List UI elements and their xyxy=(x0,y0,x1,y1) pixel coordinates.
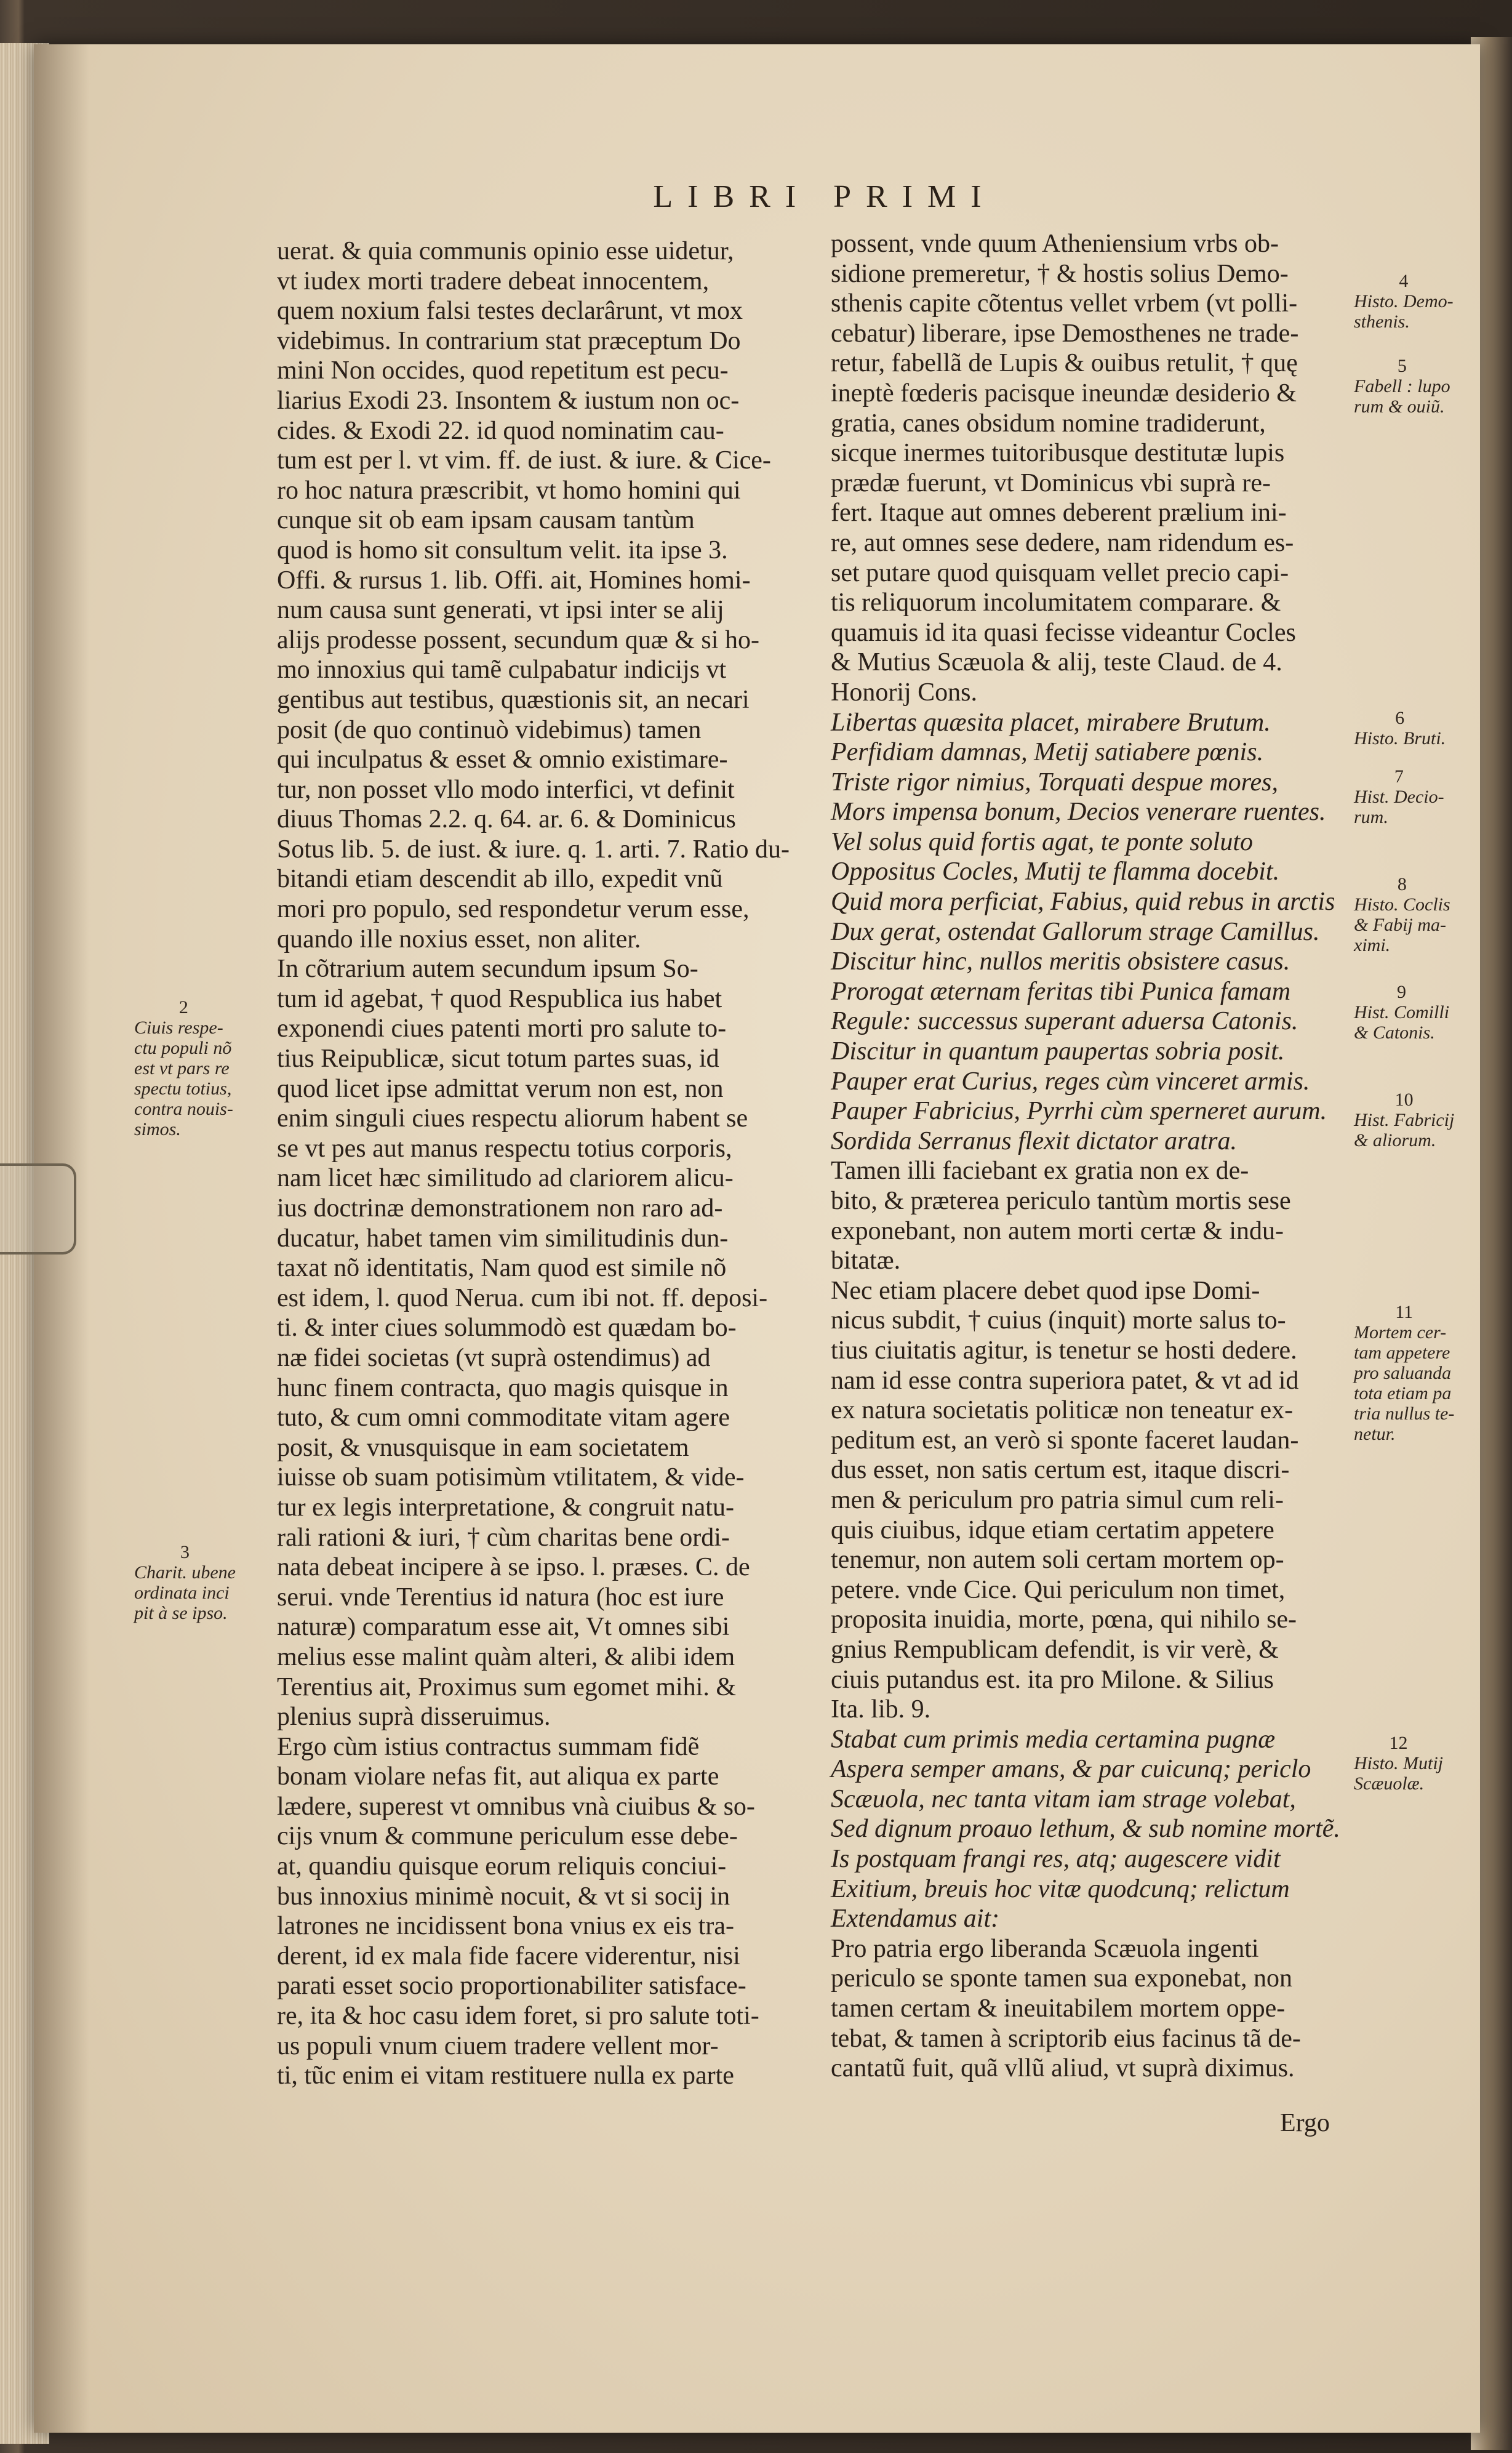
text-line: Honorij Cons. xyxy=(831,678,978,707)
margin-note-line: contra nouis- xyxy=(134,1099,233,1119)
text-line: ineptè fœderis pacisque ineundæ desiderio & xyxy=(831,379,1297,407)
text-line: Nec etiam placere debet quod ipse Domi- xyxy=(831,1276,1260,1305)
margin-note-line: Histo. Demo- xyxy=(1354,291,1454,311)
margin-note-number: 2 xyxy=(178,997,188,1018)
margin-note-number: 3 xyxy=(180,1542,190,1562)
margin-note-5 xyxy=(1354,356,1450,417)
text-line: set putare quod quisquam vellet precio capi- xyxy=(831,558,1289,587)
margin-note-line: Charit. ubene xyxy=(134,1562,236,1583)
text-line: tebat, & tamen à scriptorib eius facinus tã de- xyxy=(831,2024,1301,2053)
margin-note-line: rum & ouiũ. xyxy=(1354,396,1445,417)
margin-note-line: rum. xyxy=(1354,807,1388,827)
text-line: lædere, superest vt omnibus vnà ciuibus & so- xyxy=(277,1792,755,1821)
text-line: Tamen illi faciebant ex gratia non ex de- xyxy=(831,1157,1249,1186)
text-line: mo innoxius qui tamẽ culpabatur indicijs vt xyxy=(277,656,727,685)
text-line: ro hoc natura præscribit, vt homo homini qui xyxy=(277,476,741,505)
text-line: nicus subdit, † cuius (inquit) morte salus to- xyxy=(831,1306,1286,1335)
right-text-column xyxy=(831,229,1354,2084)
margin-note-number: 12 xyxy=(1389,1733,1408,1753)
margin-note-number: 4 xyxy=(1399,271,1409,291)
text-line: diuus Thomas 2.2. q. 64. ar. 6. & Dominicus xyxy=(277,805,736,834)
text-line: sicque inermes tuitoribusque destitutæ lupis xyxy=(831,439,1285,468)
bookmark-clip xyxy=(0,1163,76,1255)
text-line: retur, fabellã de Lupis & ouibus retulit, † quę xyxy=(831,349,1298,378)
margin-note-line: Histo. Bruti. xyxy=(1354,728,1446,749)
margin-note-line: spectu totius, xyxy=(134,1078,232,1099)
text-line: posit, & vnusquisque in eam societatem xyxy=(277,1433,689,1462)
verse-line: Pauper erat Curius, reges cùm vinceret armis. xyxy=(831,1067,1310,1096)
text-line: melius esse malint quàm alteri, & alibi idem xyxy=(277,1642,735,1671)
margin-note-line: pit à se ipso. xyxy=(134,1603,228,1623)
text-line: tenemur, non autem soli certam mortem op- xyxy=(831,1546,1284,1575)
verse-line: Quid mora perficiat, Fabius, quid rebus in arctis xyxy=(831,888,1335,917)
margin-note-number: 7 xyxy=(1394,766,1404,787)
text-line: videbimus. In contrarium stat præceptum Do xyxy=(277,326,741,355)
verse-line: Vel solus quid fortis agat, te ponte soluto xyxy=(831,827,1254,856)
verse-line: Regule: successus superant aduersa Catonis. xyxy=(831,1007,1298,1036)
text-line: mori pro populo, sed respondetur verum esse, xyxy=(277,895,750,924)
verse-line: Mors impensa bonum, Decios venerare ruentes. xyxy=(831,798,1326,827)
text-line: dus esset, non satis certum est, itaque discri- xyxy=(831,1456,1290,1485)
margin-note-line: Histo. Coclis xyxy=(1354,894,1450,915)
margin-note-line: & Catonis. xyxy=(1354,1022,1435,1043)
margin-note-2 xyxy=(134,997,233,1139)
margin-note-line: tam appetere xyxy=(1354,1343,1450,1363)
text-line: sidione premeretur, † & hostis solius Demo- xyxy=(831,259,1289,288)
text-line: tius ciuitatis agitur, is tenetur se hosti dedere. xyxy=(831,1336,1297,1365)
text-line: nata debeat incipere à se ipso. l. præses. C. de xyxy=(277,1553,750,1582)
text-line: num causa sunt generati, vt ipsi inter se alij xyxy=(277,596,724,625)
text-line: alijs prodesse possent, secundum quæ & si ho- xyxy=(277,625,759,654)
margin-note-number: 11 xyxy=(1395,1302,1414,1322)
verse-line: Exitium, breuis hoc vitæ quodcunq; relictum xyxy=(831,1874,1290,1903)
text-line: parati esset socio proportionabiliter satisface- xyxy=(277,1972,746,2001)
text-line: sthenis capite cõtentus vellet vrbem (vt polli- xyxy=(831,289,1298,318)
text-line: latrones ne incidissent bona vnius ex eis tra- xyxy=(277,1912,734,1941)
text-line: se vt pes aut manus respectu totius corporis, xyxy=(277,1134,732,1163)
text-line: bitatæ. xyxy=(831,1247,901,1275)
text-line: ex natura societatis politicæ non teneatur ex- xyxy=(831,1396,1294,1425)
margin-note-line: ctu populi nõ xyxy=(134,1038,232,1058)
verse-line: Prorogat æternam feritas tibi Punica famam xyxy=(831,977,1291,1006)
text-line: quis ciuibus, idque etiam certatim appetere xyxy=(831,1516,1274,1544)
text-line: plenius suprà disseruimus. xyxy=(277,1703,551,1732)
verse-line: Dux gerat, ostendat Gallorum strage Camillus. xyxy=(831,917,1320,946)
text-line: nam id esse contra superiora patet, & vt ad id xyxy=(831,1366,1299,1395)
text-line: naturæ) comparatum esse ait, Vt omnes sibi xyxy=(277,1613,730,1642)
text-line: ciuis putandus est. ita pro Milone. & Silius xyxy=(831,1665,1274,1694)
text-line: tamen certam & ineuitabilem mortem oppe- xyxy=(831,1994,1286,2023)
margin-note-line: Mortem cer- xyxy=(1354,1322,1447,1343)
text-line: tur, non posset vllo modo interfici, vt definit xyxy=(277,775,735,804)
margin-note-line: Histo. Mutij xyxy=(1354,1753,1444,1773)
text-line: quod is homo sit consultum velit. ita ipse 3. xyxy=(277,536,728,564)
verse-line: Extendamus ait: xyxy=(831,1905,1000,1933)
verse-line: Sordida Serranus flexit dictator aratra. xyxy=(831,1126,1237,1155)
text-line: prædæ fuerunt, vt Dominicus vbi suprà re- xyxy=(831,468,1271,497)
margin-note-number: 5 xyxy=(1397,356,1407,376)
text-line: peditum est, an verò si sponte faceret laudan- xyxy=(831,1426,1299,1455)
margin-note-line: & aliorum. xyxy=(1354,1130,1436,1150)
text-line: cunque sit ob eam ipsam causam tantùm xyxy=(277,506,695,535)
text-line: bonam violare nefas fit, aut aliqua ex parte xyxy=(277,1762,719,1791)
margin-note-12 xyxy=(1354,1733,1443,1794)
margin-note-6 xyxy=(1354,708,1446,749)
verse-line: Sed dignum proauo lethum, & sub nomine mortẽ. xyxy=(831,1815,1340,1844)
text-line: hunc finem contracta, quo magis quisque in xyxy=(277,1373,729,1402)
text-line: cijs vnum & commune periculum esse debe- xyxy=(277,1822,738,1851)
text-line: & Mutius Scæuola & alij, teste Claud. de 4. xyxy=(831,648,1282,677)
margin-note-number: 10 xyxy=(1394,1090,1414,1110)
text-line: ius doctrinæ demonstrationem non raro ad- xyxy=(277,1194,723,1222)
text-line: at, quandiu quisque eorum reliquis conciui- xyxy=(277,1852,727,1881)
text-line: mini Non occides, quod repetitum est pecu- xyxy=(277,356,729,385)
margin-note-line: ordinata inci xyxy=(134,1583,230,1603)
text-line: possent, vnde quum Atheniensium vrbs ob- xyxy=(831,230,1279,258)
text-line: posit (de quo continuò videbimus) tamen xyxy=(277,715,702,744)
text-line: tuto, & cum omni commoditate vitam agere xyxy=(277,1403,730,1432)
verse-line: Triste rigor nimius, Torquati despue mores, xyxy=(831,768,1278,797)
text-line: cides. & Exodi 22. id quod nominatim cau- xyxy=(277,416,724,445)
verse-line: Pauper Fabricius, Pyrrhi cùm sperneret aurum. xyxy=(831,1097,1327,1126)
margin-note-line: & Fabij ma- xyxy=(1354,915,1446,935)
text-line: Terentius ait, Proximus sum egomet mihi. & xyxy=(277,1672,736,1701)
margin-note-10 xyxy=(1354,1090,1454,1150)
verse-line: Discitur hinc, nullos meritis obsistere casus. xyxy=(831,947,1290,976)
margin-note-number: 9 xyxy=(1397,982,1407,1002)
text-line: bus innoxius minimè nocuit, & vt si socij in xyxy=(277,1882,730,1911)
text-line: bito, & præterea periculo tantùm mortis sese xyxy=(831,1187,1291,1215)
text-line: tum id agebat, † quod Respublica ius habet xyxy=(277,984,722,1013)
margin-note-3 xyxy=(134,1542,236,1623)
margin-note-4 xyxy=(1354,271,1454,332)
text-line: næ fidei societas (vt suprà ostendimus) ad xyxy=(277,1343,711,1372)
margin-note-7 xyxy=(1354,766,1444,827)
verse-line: Scæuola, nec tanta vitam iam strage volebat, xyxy=(831,1785,1296,1813)
running-header: LIBRI PRIMI xyxy=(653,179,996,214)
verse-line: Stabat cum primis media certamina pugnæ xyxy=(831,1725,1276,1754)
text-line: ti. & inter ciues solummodò est quædam bo- xyxy=(277,1314,737,1343)
text-line: taxat nõ identitatis, Nam quod est simile nõ xyxy=(277,1254,727,1283)
text-line: derent, id ex mala fide facere viderentur, nisi xyxy=(277,1941,740,1970)
text-line: re, ita & hoc casu idem foret, si pro salute toti- xyxy=(277,2002,759,2031)
margin-note-line: simos. xyxy=(134,1119,181,1139)
margin-note-line: Hist. Fabricij xyxy=(1354,1110,1455,1130)
margin-note-line: sthenis. xyxy=(1354,311,1410,332)
text-line: enim singuli ciues respectu aliorum habent se xyxy=(277,1104,748,1133)
text-line: tur ex legis interpretatione, & congruit natu- xyxy=(277,1493,734,1522)
margin-note-number: 6 xyxy=(1395,708,1405,728)
text-line: quod licet ipse admittat verum non est, non xyxy=(277,1074,724,1103)
margin-note-line: Scæuolæ. xyxy=(1354,1773,1425,1794)
text-line: petere. vnde Cice. Qui periculum non timet, xyxy=(831,1575,1286,1604)
text-line: exponebant, non autem morti certæ & indu- xyxy=(831,1216,1284,1245)
margin-note-9 xyxy=(1354,982,1449,1043)
text-line: quem noxium falsi testes declarârunt, vt mox xyxy=(277,297,743,326)
text-line: men & periculum pro patria simul cum reli- xyxy=(831,1485,1284,1514)
margin-note-line: Hist. Decio- xyxy=(1354,787,1444,807)
verse-line: Oppositus Cocles, Mutij te flamma docebit. xyxy=(831,857,1280,886)
text-line: fert. Itaque aut omnes deberent prælium ini- xyxy=(831,499,1287,528)
text-line: Ergo cùm istius contractus summam fidẽ xyxy=(277,1732,700,1761)
text-line: ti, tũc enim ei vitam restituere nulla ex parte xyxy=(277,2062,734,2090)
margin-note-line: tria nullus te- xyxy=(1354,1403,1455,1424)
text-line: quando ille noxius esset, non aliter. xyxy=(277,925,641,953)
text-line: quamuis id ita quasi fecisse videantur Cocles xyxy=(831,618,1296,647)
verse-line: Discitur in quantum paupertas sobria posit. xyxy=(831,1037,1285,1066)
margin-note-line: Hist. Comilli xyxy=(1354,1002,1450,1022)
catchword: Ergo xyxy=(1280,2109,1330,2137)
verse-line: Is postquam frangi res, atq; augescere vidit xyxy=(831,1845,1281,1874)
text-line: periculo se sponte tamen sua exponebat, non xyxy=(831,1964,1292,1993)
text-line: exponendi ciues patenti morti pro salute to- xyxy=(277,1014,727,1043)
text-line: gnius Rempublicam defendit, is vir verè, & xyxy=(831,1635,1279,1664)
margin-note-11 xyxy=(1354,1302,1454,1444)
text-line: Offi. & rursus 1. lib. Offi. ait, Homines homi- xyxy=(277,566,751,595)
margin-note-number: 8 xyxy=(1397,874,1407,894)
text-line: tis reliquorum incolumitatem comparare. & xyxy=(831,588,1281,617)
text-line: iuisse ob suam potisimùm vtilitatem, & vide- xyxy=(277,1463,745,1492)
text-line: liarius Exodi 23. Insontem & iustum non oc- xyxy=(277,386,740,415)
left-text-column xyxy=(277,236,788,2091)
margin-note-line: pro saluanda xyxy=(1354,1363,1452,1383)
text-line: cebatur) liberare, ipse Demosthenes ne trade- xyxy=(831,319,1299,348)
text-line: proposita inuidia, morte, pœna, qui nihilo se- xyxy=(831,1605,1297,1634)
text-line: serui. vnde Terentius id natura (hoc est iure xyxy=(277,1583,724,1612)
text-line: ducatur, habet tamen vim similitudinis dun- xyxy=(277,1224,729,1253)
margin-note-line: Ciuis respe- xyxy=(134,1018,223,1038)
text-line: Pro patria ergo liberanda Scæuola ingenti xyxy=(831,1934,1259,1963)
text-line: cantatũ fuit, quã vllũ aliud, vt suprà diximus. xyxy=(831,2054,1295,2083)
text-line: Sotus lib. 5. de iust. & iure. q. 1. arti. 7. Ratio du- xyxy=(277,835,790,864)
text-line: uerat. & quia communis opinio esse uidetur, xyxy=(277,237,734,265)
margin-note-line: ximi. xyxy=(1354,935,1391,955)
text-line: re, aut omnes sese dedere, nam ridendum es- xyxy=(831,528,1294,557)
text-line: us populi vnum ciuem tradere vellent mor- xyxy=(277,2031,719,2060)
text-line: Ita. lib. 9. xyxy=(831,1695,931,1724)
text-line: tum est per l. vt vim. ff. de iust. & iure. & Cice- xyxy=(277,446,771,475)
text-line: gentibus aut testibus, quæstionis sit, an necari xyxy=(277,685,750,714)
text-line: vt iudex morti tradere debeat innocentem, xyxy=(277,267,710,295)
text-line: bitandi etiam descendit ab illo, expedit vnũ xyxy=(277,865,723,894)
text-line: In cõtrarium autem secundum ipsum So- xyxy=(277,955,698,984)
text-line: est idem, l. quod Nerua. cum ibi not. ff. deposi- xyxy=(277,1283,768,1312)
margin-note-line: netur. xyxy=(1354,1424,1396,1444)
margin-note-line: est vt pars re xyxy=(134,1058,230,1078)
verse-line: Perfidiam damnas, Metij satiabere pœnis. xyxy=(831,738,1264,767)
margin-note-line: tota etiam pa xyxy=(1354,1383,1452,1403)
text-line: rali rationi & iuri, † cùm charitas bene ordi- xyxy=(277,1523,730,1552)
margin-note-8 xyxy=(1354,874,1450,955)
margin-note-line: Fabell : lupo xyxy=(1354,376,1450,396)
text-line: gratia, canes obsidum nomine tradiderunt, xyxy=(831,409,1266,438)
text-line: qui inculpatus & esset & omnio existimare- xyxy=(277,745,728,774)
text-line: tius Reipublicæ, sicut totum partes suas, id xyxy=(277,1045,719,1074)
verse-line: Libertas quæsita placet, mirabere Brutum. xyxy=(831,708,1271,737)
text-line: nam licet hæc similitudo ad clariorem alicu- xyxy=(277,1164,734,1193)
verse-line: Aspera semper amans, & par cuicunq; periclo xyxy=(831,1755,1311,1784)
